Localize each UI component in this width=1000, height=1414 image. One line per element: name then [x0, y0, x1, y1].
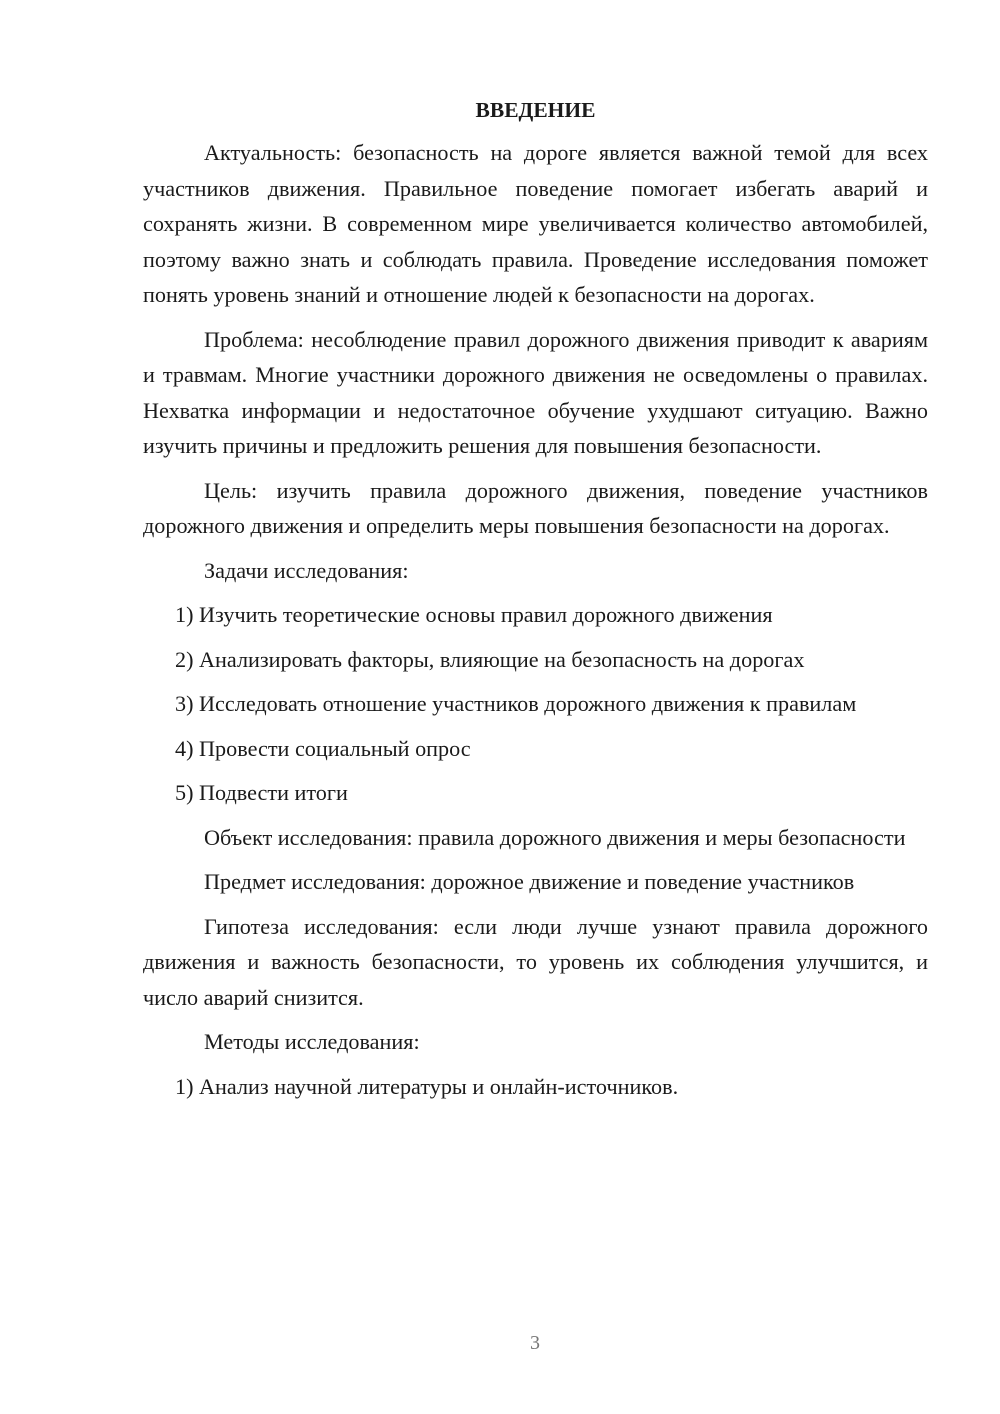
- hypothesis-paragraph: Гипотеза исследования: если люди лучше узнают правила дорожного движения и важность безопасности, то уровень их соблюдения улучшится, и число аварий снизится.: [143, 913, 928, 1010]
- method-item-1: 1) Анализ научной литературы и онлайн-источников.: [175, 1073, 679, 1099]
- relevance-paragraph: Актуальность: безопасность на дороге является важной темой для всех участников движения. Правильное поведение помогает избегать аварий и сохранять жизни. В современном мире увеличивается количество автомобилей, поэтому важно знать и соблюдать правила. Проведение исследования поможет понять уровень знаний и отношение людей к безопасности на дорогах.: [143, 140, 928, 307]
- document-page: [143, 92, 928, 1113]
- goal-paragraph: Цель: изучить правила дорожного движения, поведение участников дорожного движения и определить меры повышения безопасности на дорогах.: [143, 477, 928, 538]
- task-item-2: 2) Анализировать факторы, влияющие на безопасность на дорогах: [175, 646, 805, 672]
- task-item-1: 1) Изучить теоретические основы правил дорожного движения: [175, 602, 773, 627]
- tasks-heading: Задачи исследования:: [204, 557, 409, 583]
- methods-heading: Методы исследования:: [204, 1029, 420, 1054]
- page-title: ВВЕДЕНИЕ: [475, 98, 596, 122]
- problem-paragraph: Проблема: несоблюдение правил дорожного движения приводит к авариям и травмам. Многие участники дорожного движения не осведомлены о правилах. Нехватка информации и недостаточное обучение ухудшают ситуацию. Важно изучить причины и предложить решения для повышения безопасности.: [143, 326, 928, 458]
- task-item-3: 3) Исследовать отношение участников дорожного движения к правилам: [175, 691, 857, 716]
- task-item-4: 4) Провести социальный опрос: [175, 735, 471, 761]
- task-item-5: 5) Подвести итоги: [175, 780, 348, 805]
- object-paragraph: Объект исследования: правила дорожного движения и меры безопасности: [204, 824, 906, 850]
- subject-paragraph: Предмет исследования: дорожное движение и поведение участников: [204, 869, 855, 894]
- page-number: 3: [530, 1332, 540, 1354]
